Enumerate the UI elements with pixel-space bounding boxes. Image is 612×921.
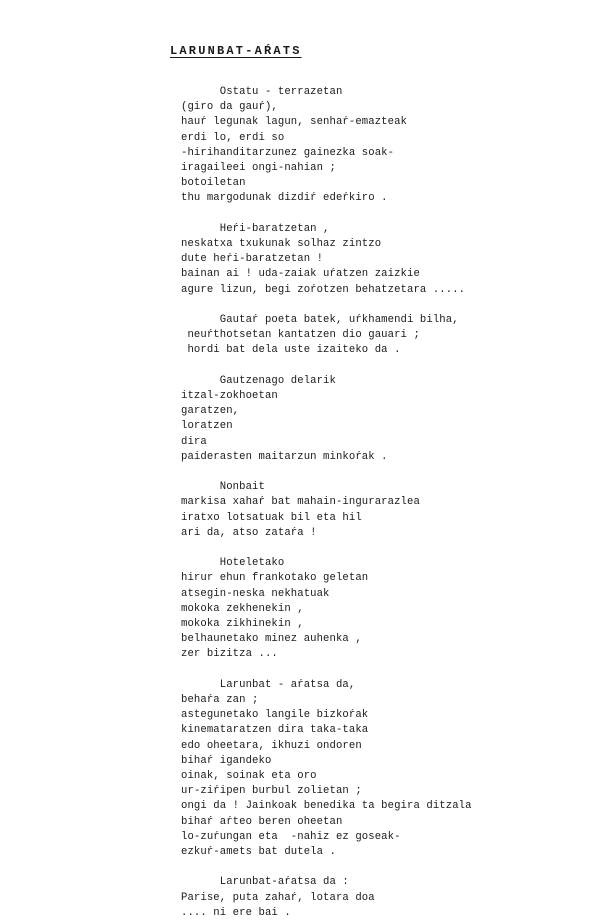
- poem-line: loratzen: [181, 420, 233, 433]
- poem-line: mokoka zikhinekin ,: [181, 618, 304, 631]
- poem-line: paiderasten maitarzun minkoŕak .: [181, 450, 388, 463]
- poem-line: edo oheetara, ikhuzi ondoren: [181, 739, 362, 752]
- poem-line: erdi lo, erdi so: [181, 131, 285, 144]
- poem-line: ezkuŕ-amets bat dutela .: [181, 846, 336, 859]
- stanza: [181, 556, 601, 662]
- poem-line: zer bizitza ...: [181, 648, 278, 661]
- poem-line: iratxo lotsatuak bil eta hil: [181, 511, 362, 524]
- stanza: [181, 313, 601, 359]
- poem-line: kinemataratzen dira taka-taka: [181, 724, 369, 737]
- poem-line: ur-ziŕipen burbul zolietan ;: [181, 785, 362, 798]
- poem-line: Larunbat-aŕatsa da :: [181, 876, 349, 889]
- poem-line: Ostatu - terrazetan: [181, 86, 343, 98]
- poem-line: bihaŕ igandeko: [181, 754, 272, 767]
- poem-line: .... ni ere bai .: [181, 906, 291, 919]
- poem-line: mokoka zekhenekin ,: [181, 602, 304, 615]
- poem-line: botoiletan: [181, 177, 246, 190]
- stanza: [181, 875, 601, 921]
- poem-line: garatzen,: [181, 405, 240, 418]
- poem-line: hirur ehun frankotako geletan: [181, 572, 369, 585]
- poem-line: ari da, atso zataŕa !: [181, 526, 317, 539]
- poem-line: Hoteletako: [181, 557, 285, 570]
- poem-line: iragaileei ongi-nahian ;: [181, 162, 336, 175]
- stanza: [181, 480, 601, 541]
- poem-line: bihaŕ aŕteo beren oheetan: [181, 815, 343, 828]
- poem-line: markisa xahaŕ bat mahain-ingurarazlea: [181, 496, 420, 509]
- poem-title: LARUNBAT-AŔATS: [170, 44, 302, 58]
- poem-line: itzal-zokhoetan: [181, 390, 278, 403]
- stanza: [181, 678, 601, 860]
- poem-line: Larunbat - aŕatsa da,: [181, 678, 356, 691]
- poem-line: hordi bat dela uste izaiteko da .: [181, 344, 401, 357]
- stanza: [181, 222, 601, 298]
- poem-line: behaŕa zan ;: [181, 694, 259, 707]
- poem-line: atsegin-neska nekhatuak: [181, 587, 330, 600]
- poem-line: Nonbait: [181, 481, 265, 494]
- poem-line: hauŕ legunak lagun, senhaŕ-emazteak: [181, 116, 408, 129]
- poem-line: neskatxa txukunak solhaz zintzo: [181, 238, 382, 251]
- poem-line: Parise, puta zahaŕ, lotara doa: [181, 891, 375, 904]
- poem-line: (giro da gauŕ),: [181, 101, 278, 114]
- poem-line: ongi da ! Jainkoak benedika ta begira ditzala: [181, 800, 472, 813]
- poem-body: [181, 85, 601, 921]
- poem-line: neuŕthotsetan kantatzen dio gauari ;: [181, 329, 420, 342]
- poem-line: Gautaŕ poeta batek, uŕkhamendi bilha,: [181, 314, 459, 327]
- poem-line: oinak, soinak eta oro: [181, 770, 317, 783]
- poem-line: Heŕi-baratzetan ,: [181, 222, 330, 235]
- poem-line: astegunetako langile bizkoŕak: [181, 709, 369, 722]
- poem-line: lo-zuŕungan eta -nahiz ez goseak-: [181, 830, 401, 843]
- poem-line: belhaunetako minez auhenka ,: [181, 633, 362, 646]
- stanza: [181, 85, 601, 207]
- stanza: [181, 374, 601, 465]
- poem-line: Gautzenago delarik: [181, 374, 336, 387]
- poem-line: -hirihanditarzunez gainezka soak-: [181, 146, 395, 159]
- poem-line: dira: [181, 435, 207, 448]
- poem-line: thu margodunak dizdiŕ edeŕkiro .: [181, 192, 388, 205]
- poem-line: bainan ai ! uda-zaiak uŕatzen zaizkie: [181, 268, 420, 281]
- poem-line: agure lizun, begi zoŕotzen behatzetara .....: [181, 283, 466, 296]
- poem-line: dute heŕi-baratzetan !: [181, 253, 324, 266]
